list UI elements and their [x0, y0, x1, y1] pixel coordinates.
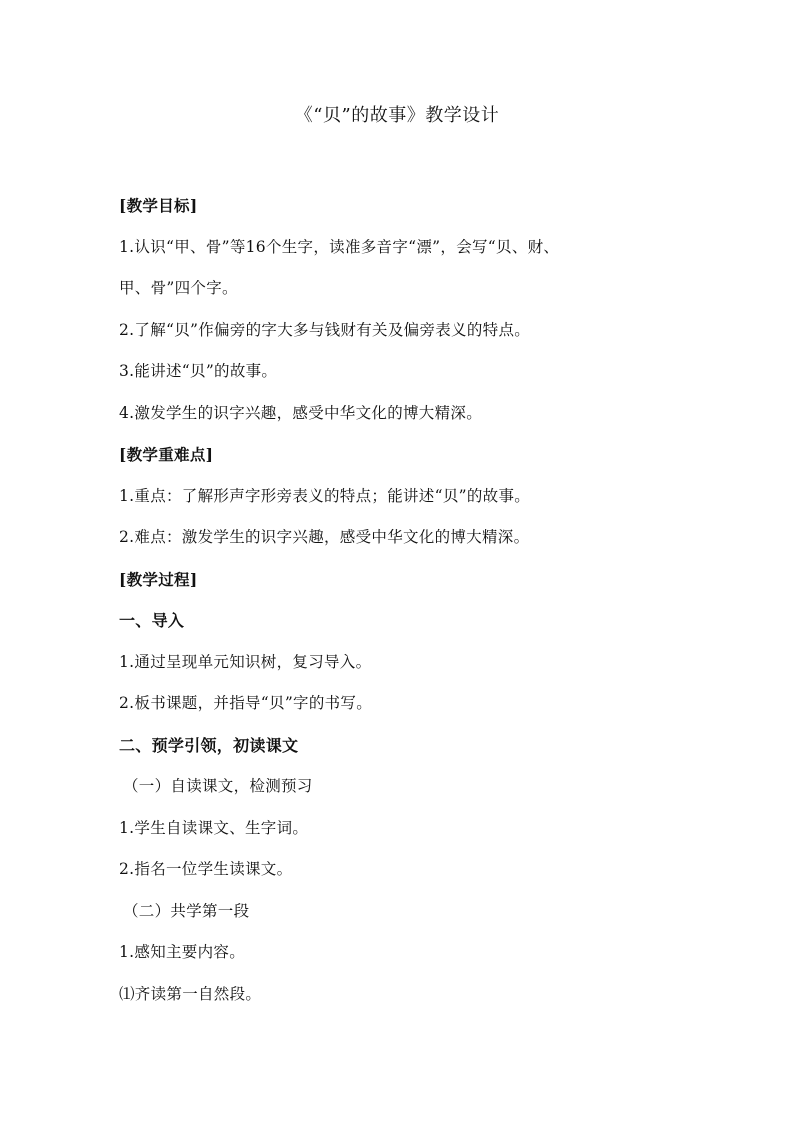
- paragraph-line: 1.感知主要内容。: [119, 943, 245, 961]
- paragraph-line: 1.重点：了解形声字形旁表义的特点；能讲述“贝”的故事。: [119, 486, 531, 505]
- paragraph-line: 2.难点：激发学生的识字兴趣，感受中华文化的博大精深。: [119, 528, 530, 546]
- subsection-heading: （二）共学第一段: [123, 901, 250, 920]
- section-heading-objectives: [教学目标]: [119, 196, 198, 215]
- paragraph-line: 甲、骨”四个字。: [119, 279, 238, 297]
- document-title: 《“贝”的故事》教学设计: [294, 105, 500, 126]
- section-heading-key-points: [教学重难点]: [119, 445, 214, 464]
- paragraph-line: 3.能讲述“贝”的故事。: [119, 362, 278, 380]
- paragraph-line: 2.板书课题，并指导“贝”字的书写。: [119, 694, 373, 712]
- paragraph-line: ⑴齐读第一自然段。: [119, 984, 262, 1003]
- part-heading-preview: 二、预学引领，初读课文: [119, 735, 299, 755]
- paragraph-line: 4.激发学生的识字兴趣，感受中华文化的博大精深。: [119, 403, 482, 422]
- section-heading-process: [教学过程]: [119, 569, 198, 589]
- part-heading-intro: 一、导入: [119, 611, 185, 630]
- subsection-heading: （一）自读课文，检测预习: [123, 777, 313, 795]
- paragraph-line: 2.了解“贝”作偏旁的字大多与钱财有关及偏旁表义的特点。: [119, 320, 531, 339]
- document-body: [119, 185, 699, 1015]
- paragraph-line: 2.指名一位学生读课文。: [119, 860, 293, 878]
- paragraph-line: 1.通过呈现单元知识树，复习导入。: [119, 652, 372, 671]
- paragraph-line: 1.学生自读课文、生字词。: [119, 818, 309, 837]
- paragraph-line: 1.认识“甲、骨”等16个生字，读准多音字“漂”，会写“贝、财、: [119, 237, 560, 256]
